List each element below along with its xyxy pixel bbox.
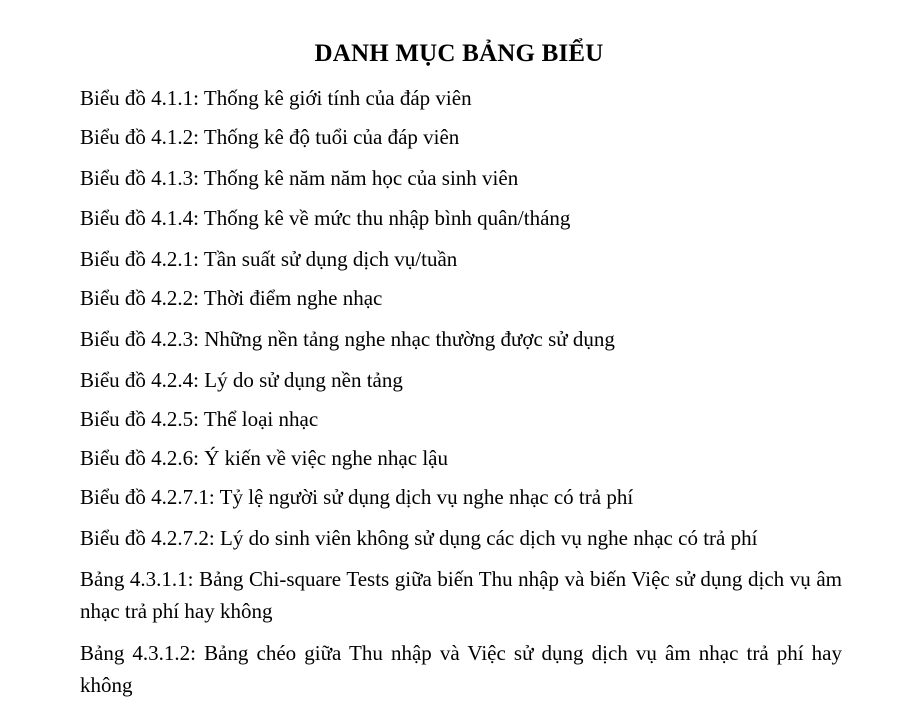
toc-entry: Biểu đồ 4.1.2: Thống kê độ tuổi của đáp viên — [80, 125, 460, 149]
toc-entry: Biểu đồ 4.2.2: Thời điểm nghe nhạc — [80, 286, 383, 310]
toc-entry: Bảng 4.3.1.2: Bảng chéo giữa Thu nhập và Việc sử dụng dịch vụ âm nhạc trả phí hay không — [80, 641, 842, 697]
toc-entry: Biểu đồ 4.1.1: Thống kê giới tính của đáp viên — [80, 86, 472, 110]
toc-entry: Biểu đồ 4.1.4: Thống kê về mức thu nhập bình quân/tháng — [80, 206, 571, 230]
toc-entry: Biểu đồ 4.2.7.2: Lý do sinh viên không sử dụng các dịch vụ nghe nhạc có trả phí — [80, 526, 758, 550]
toc-entry: Biểu đồ 4.2.6: Ý kiến về việc nghe nhạc lậu — [80, 446, 448, 470]
toc-entry: Bảng 4.3.1.1: Bảng Chi-square Tests giữa biến Thu nhập và biến Việc sử dụng dịch vụ âm nhạc trả phí hay không — [80, 567, 842, 623]
toc-entry: Biểu đồ 4.2.1: Tần suất sử dụng dịch vụ/tuần — [80, 247, 458, 271]
toc-entry: Biểu đồ 4.2.3: Những nền tảng nghe nhạc thường được sử dụng — [80, 327, 615, 351]
toc-entry: Biểu đồ 4.1.3: Thống kê năm năm học của sinh viên — [80, 166, 519, 190]
page-title: DANH MỤC BẢNG BIỂU — [314, 40, 604, 67]
toc-entry: Biểu đồ 4.2.7.1: Tỷ lệ người sử dụng dịch vụ nghe nhạc có trả phí — [80, 485, 634, 509]
toc-entry: Biểu đồ 4.2.4: Lý do sử dụng nền tảng — [80, 368, 403, 392]
toc-entry: Biểu đồ 4.2.5: Thể loại nhạc — [80, 407, 319, 431]
